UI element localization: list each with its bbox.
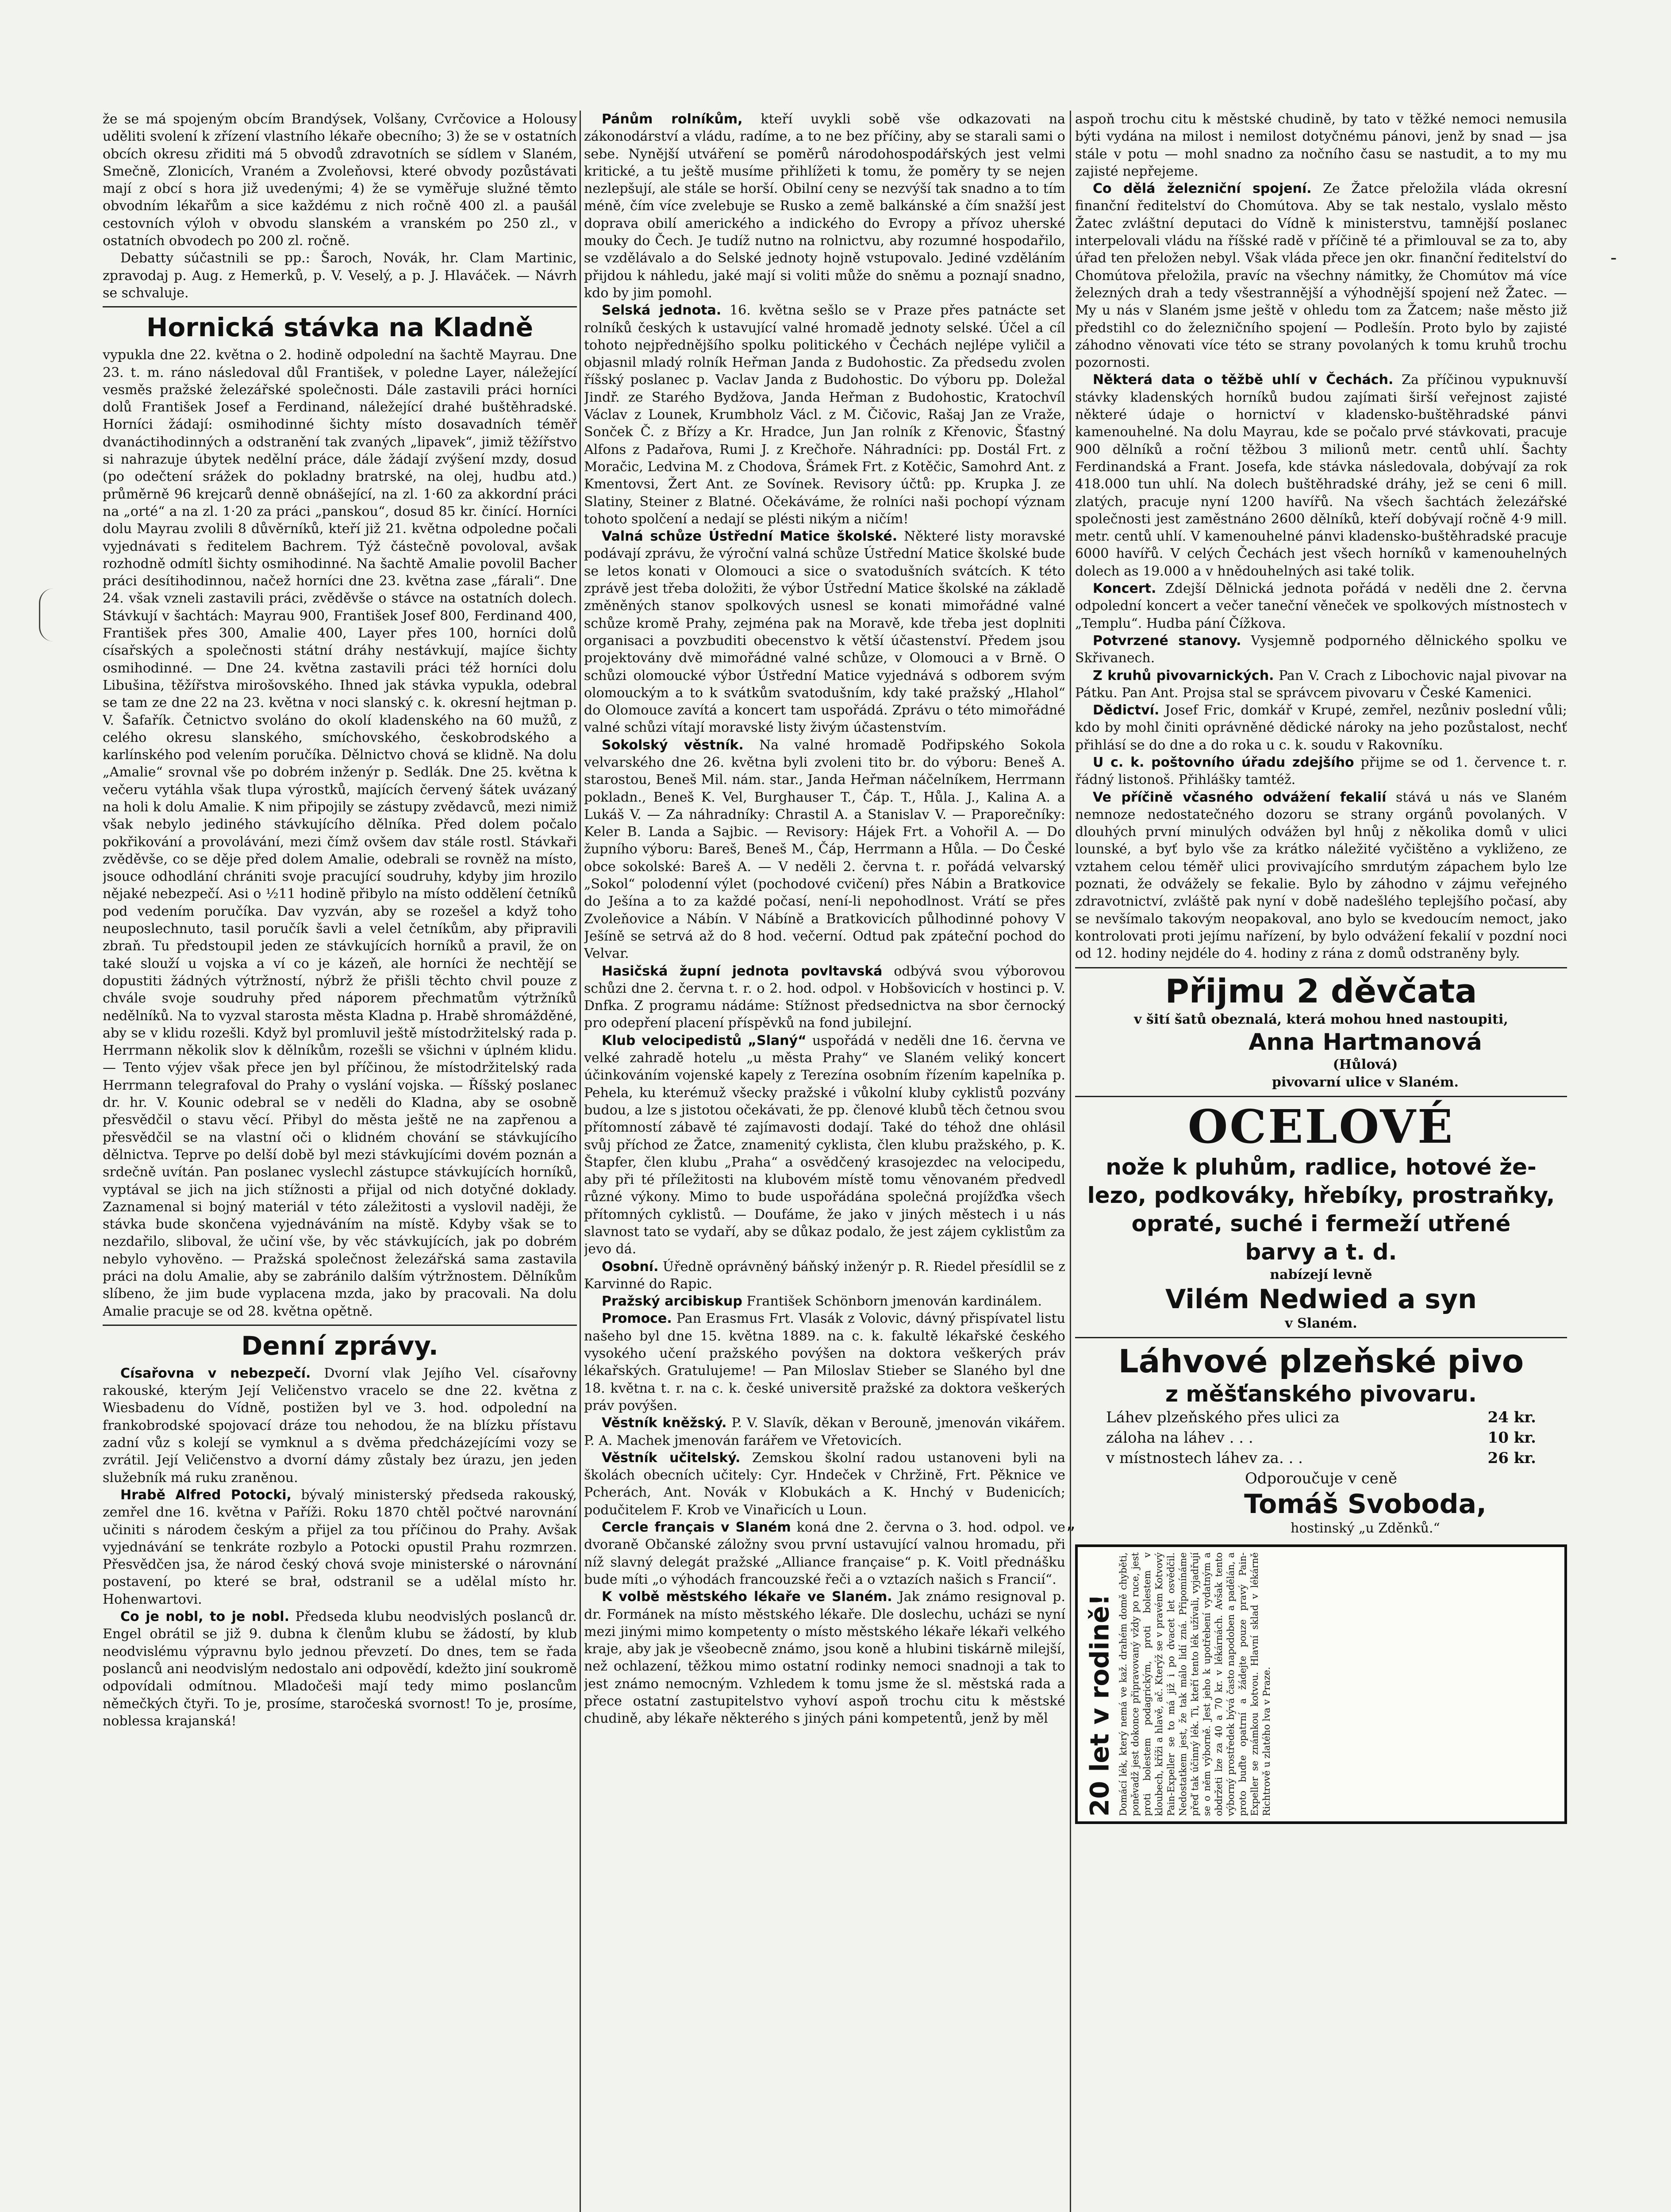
article-pivovar-text: Pan V. Crach z Libochovic najal pivovar na Pátku. Pan Ant. Projsa stal se správcem pivovaru v České Kamenici. bbox=[1075, 668, 1567, 701]
article-volba-lekare bbox=[584, 1588, 1065, 1727]
ad-seamstress-title: Přijmu 2 děvčata bbox=[1165, 972, 1477, 1010]
news-nobl-text: Předseda klubu neodvislých poslanců dr. Engel obrátil se již 9. dubna k členům klubu se žádostí, by klub neodvislému výpravnu bylo jednou převzetí. Do dnes, tem se řada poslanců ani neodvislým nedostalo ani odpovědí, kdežto jiní soukromě odpovídali odmítnou. Mladočeši mají tedy mimo poslancům němečkých čtyři. To je, prosíme, staročeská svornost! To je, prosíme, noblessa krajanská! bbox=[103, 1609, 577, 1729]
article-ucitelsky-head: Věstník učitelský. bbox=[602, 1450, 741, 1466]
article-osobni bbox=[584, 1258, 1065, 1293]
article-zeleznice-head: Co dělá železniční spojení. bbox=[1093, 181, 1312, 197]
ad-beer-row-2-label: v místnostech láhev za. . . bbox=[1106, 1449, 1303, 1467]
article-velocipedists-head: Klub velocipedistů „Slaný“ bbox=[602, 1033, 807, 1048]
article-dedictvi bbox=[1075, 702, 1567, 754]
article-hasici-head: Hasičská župní jednota povltavská bbox=[602, 963, 883, 979]
article-velocipedists-text: uspořádá v neděli dne 16. června ve velké zahradě hotelu „u města Prahy“ ve Slaném veliký koncert účinkováním vojenské kapely z Terezína osobním řízením kapelníka p. Pehela, ku kterémuž všecky pražské i vůkolní kluby cyklistů pozvány budou, a lze s jistotou očekávati, že pp. členové klubů těch četnou svou přítomností zábavě té zajímavosti dodají. Také do téhož dne ohlásil svůj příchod ze Žatce, znamenitý cyklista, člen klubu pražského, p. K. Štapfer, člen klubu „Praha“ a osvědčený krasojezdec na velocipedu, aby při té příležitosti na klubovém místě tomu věnovaném předvedl různé výkony. Mimo to bude uspořádána společná projížďka všech přítomných cyklistů. — Doufáme, že jako v jiných městech i u nás slavnost tato se vydaří, aby se důkaz podalo, že jest zájem cyklistům za jevo dá. bbox=[584, 1033, 1065, 1257]
margin-quote-mark: „ bbox=[1066, 1513, 1076, 1533]
margin-pencil-mark bbox=[39, 588, 54, 641]
article-fekalie-head: Ve příčině včasného odvážení fekalií bbox=[1093, 789, 1387, 805]
ad-steel-line-2: opraté, suché i fermeží utřené bbox=[1131, 1210, 1511, 1237]
column-1 bbox=[103, 111, 577, 2212]
article-hasici bbox=[584, 963, 1065, 1032]
ad-steel-title: OCELOVÉ bbox=[1187, 1099, 1455, 1154]
article-volba-lekare-head: K volbě městského lékaře ve Slaném. bbox=[602, 1589, 892, 1605]
article-osobni-text: Úředně oprávněný báňský inženýr p. R. Riedel přesídlil se z Karvinné do Rapic. bbox=[584, 1259, 1065, 1292]
article-matice-text: Některé listy moravské podávají zprávu, že výroční valná schůze Ústřední Matice školské bude se letos konati v Olomouci a sice o svatodušních svátcích. K této zprávě jest třeba doložiti, že výbor Ústřední Matice školské na základě změněných stanov spolkových usnesl se konati mimořádné valné schůze kromě Prahy, zejména pak na Moravě, kde třeba jest doplniti organisaci a povzbuditi obecenstvo k větší účastenství. Předem jsou projektovány dvě mimořádné valné schůze, v Olomouci a v Brně. O schůzi olomoucké výbor Ústřední Matice vyjednává s odborem svým olomouckým a to k svátkům svatodušním, kdy také pražský „Hlahol“ do Olomouce zavítá a koncert tam uspořádá. Zprávu o této mimořádné valné schůzi vítají moravské listy živým účastenstvím. bbox=[584, 529, 1065, 736]
article-selska-jednota-text: 16. května sešlo se v Praze přes patnácte set rolníků českých k ustavující valné hromadě jednoty selské. Účel a cíl tohoto nejpřednějšího spolku politického v Čechách nejlépe vyličil a objasnil mladý rolník Heřman Janda z Budohostic. Za předsedu zvolen říšský poslanec p. Vaclav Janda z Budohostic. Do výboru pp. Doležal Jindř. ze Starého Bydžova, Janda Heřman z Budohostic, Kratochvíl Václav z Lounek, Krumbholz Václ. z M. Čičovic, Rašaj Jan ze Vraže, Sonček Č. z Břízy a Kr. Hradce, Jun Jan rolník z Křenovic, Šťastný Alfons z Padařova, Rumi J. z Krečhoře. Náhradníci: pp. Dostál Frt. z Moračic, Ledvina M. z Chodova, Šrámek Frt. z Kotěčic, Samohrd Ant. z Kmentovsi, Žert Ant. ze Sovínek. Revisory účtů: pp. Krupka J. ze Slatiny, Steiner z Blatné. Očekáváme, že rolníci naši pochopí význam tohoto spolčení a nedají se plésti nikým a ničím! bbox=[584, 303, 1065, 527]
column-rule-2 bbox=[1070, 111, 1071, 2212]
news-potocki-head: Hrabě Alfred Potocki, bbox=[120, 1487, 292, 1503]
ad-steel-place: v Slaném. bbox=[1285, 1315, 1357, 1331]
article-promoce-text: Pan Erasmus Frt. Vlasák z Volovic, dávný přispívatel listu našeho byl dne 15. května 1889. na c. k. fakultě lékařské českého vysokého učení pražského povýšen na doktora veškerých práv lékařských. Gratulujeme! — Pan Miloslav Stieber se Slaného byl dne 18. května t. r. na c. k. české universitě pražské za doktora veškerých práv povýšen. bbox=[584, 1311, 1065, 1413]
article-fekalie bbox=[1075, 789, 1567, 963]
article-posta-text: přijme se od 1. července t. r. řádný listonoš. Přihlášky tamtéž. bbox=[1075, 754, 1567, 788]
article-arcibiskup bbox=[584, 1293, 1065, 1310]
article-stanovy-head: Potvrzené stanovy. bbox=[1093, 633, 1241, 649]
news-nobl bbox=[103, 1608, 577, 1730]
article-knezsky bbox=[584, 1414, 1065, 1449]
ad-seamstress-addr: pivovarní ulice v Slaném. bbox=[1271, 1074, 1459, 1090]
news-nobl-head: Co je nobl, to je nobl. bbox=[120, 1609, 289, 1625]
article-volba-lekare-text: Jak známo resignoval p. dr. Formánek na místo městského lékaře. Dle doslechu, ucházi se nyní mezi jinými mimo kompetenty o místo městského lékaře lékaři velkého kraje, aby jak je všeobecně známo, jsou koně a hlubini tiskárně milejší, než ochlazení, těžkou mimo ostatní rodinky nemoci snadnoji a tak to jest známo nemocným. Vzhledem k tomu jsme že sl. městská rada a přece ostatní zastupitelstvo vyhoví aspoň trochu citu k městské chudině, aby lékaře některého s jiných páni kompetentů, jenž by měl bbox=[584, 1589, 1065, 1727]
article-arcibiskup-text: František Schönborn jmenován kardinálem. bbox=[746, 1294, 1042, 1310]
daily-news-heading: Denní zprávy. bbox=[103, 1325, 577, 1361]
strike-article: vypukla dne 22. května o 2. hodině odpolední na šachtě Mayrau. Dne 23. t. m. ráno následoval důl František, v poledne Layer, náležející vesměs pražské železářské společnosti. Dále zastavili práci horníci dolů František Josef a Ferdinand, náležející drahé buštěhradské. Horníci žádají: osmihodinné šichty místo dosavadních téměř dvanáctihodinných a odstranění tak zvaných „lipavek“, jimiž těžířstvo si nahrazuje úbytek nedělní práce, dále žádají zvýšení mzdy, dosud (po odečtení srážek do pokladny bratrské, na olej, hudbu atd.) průměrně 96 krejcarů denně obnášející, na zl. 1·60 za akkordní práci na „orté“ a na zl. 1·20 za práci „panskou“, dosud 85 kr. činící. Horníci dolu Mayrau zvolili 8 důvěrníků, kteří již 21. května odpoledne počali vyjednávati s ředitelem Bachrem. Týž částečně povoloval, avšak rozhodně odmítl šichty osmihodinné. Na šachtě Amalie povolil Bacher práci desítihodinnou, načež horníci dne 23. května zase „fárali“. Dne 24. však vzneli zastavili práci, zvěděvše o stávce na ostatních dolech. Stávkují v šachtách: Mayrau 900, František Josef 800, Ferdinand 400, František přes 300, Amalie 400, Layer přes 100, horníci dolů císařských a společnosti státní dráhy nestávkují, majíce šichty osmihodinné. — Dne 24. května zastavili práci též horníci dolu Libušina, těžířstva mirošovského. Ihned jak stávka vypukla, odebral se tam ze dne 22 na 23. května v noci slanský c. k. okresní hejtman p. V. Šafařík. Četnictvo svoláno do okolí kladenského na 60 mužů, z celého okresu slanského, smíchovského, českobrodského a karlínského pod velením poručíka. Dělnictvo chová se klidně. Na dolu „Amalie“ srovnal vše po dobrém inženýr p. Sedlák. Dne 25. května k večeru vytáhla však tlupa výrostků, majících červený šátek uvázaný na holi k dolu Amalie. K nim připojily se zástupy zvědavců, mezi nimiž však nebylo jediného stávkujícího dělníka. Před dolem počalo pokřikování a provolávání, mezi čímž ovšem dav stále rostl. Stávkaři zvěděvše, co se děje před dolem Amalie, odebrali se rovněž na místo, jsouce odhodlání chrániti svoje pracující soudruhy, kdyby jim hrozilo nějaké nebezpečí. Asi o ½11 hodině přibylo na místo oddělení četníků pod vedením poručíka. Dav vyzván, aby se rozešel a když toho neuposlechnuto, tasil poručík šavli a velel četníkům, aby připravili zbraň. Tu předstoupil jeden ze stávkujících horníků a pravil, že on také slouží u vojska a ví co je kázeň, ale horníci že nechtějí se dopustiti žádných výtržností, nýbrž že přišli těchto chvil pouze z chvále svoje soudruhy před náporem přechmatům výtržníků nedělníků. Na to vyzval starosta města Kladna p. Hrabě shromážděné, aby se v klidu rozešli. Když byl promluvil ještě místodržitelský rada p. Herrmann několik slov k dělníkům, rozešli se všichni v úplném klidu. — Tento výjev však přece jen byl příčinou, že místodržitelský rada Herrmann telegrafoval do Prahy o vyslání vojska. — Říšský poslanec dr. hr. V. Kounic odebral se v neděli do Kladna, aby se osobně přesvědčil o stavu věcí. Přibyl do města ještě ne na zapřenou a přesvědčil se na vlastní oči o klidném chování se stávkujícího dělnictva. Teprve po delší době byl mezi stávkujícími dovém poznán a srdečně uvítán. Pan poslanec vyslechl zástupce stávkujících horníků, vyptával se jich na jich stížnosti a přijal od nich dotyčné doklady. Zaznamenal si bojný materiál v této záležitosti a vyslovil naději, že stávka bude skončena vyjednáváním na místě. Kdyby však se to nezdařilo, sliboval, že učiní vše, by věc stávkujících, jak po dobrém nebylo vyhověno. — Pražská společnost železářská sama zastavila práci na dolu Amalie, aby se zabránilo dalším výtržnostem. Dělníkům slíbeno, že jim bude vyplacena mzda, jako by pracovali. Na dolu Amalie pracuje se od 28. května opětně. bbox=[103, 347, 577, 1319]
article-tezba-text: Za příčinou vypuknuvší stávky kladenských horníků budou zajímati širší veřejnost zajisté některé údaje o hornictví v kladensko-buštěhradské pánvi kamenouhelné. Na dolu Mayrau, kde se počalo prvé stávkovati, pracuje 900 dělníků a roční těžbou 3 milionů metr. centů uhlí. Šachty Ferdinandská a Frant. Josefa, kde stávka následovala, dobývají za rok 418.000 tun uhlí. Na dolech buštěhradské dráhy, jež se ceni 6 mill. zlatých, pracuje nyní 1200 havířů. Na všech šachtách železářské společnosti jest zaměstnáno 2600 dělníků, kteří dobývají ročně 4·9 mill. metr. centů uhlí. V kamenouhelné pánvi kladensko-buštěhradské pracuje 6000 havířů. V celých Čechách jest všech horníků v kamenouhelných dolech as 19.000 a v hnědouhelných asi také tolik. bbox=[1075, 372, 1567, 579]
article-dedictvi-head: Dědictví. bbox=[1093, 703, 1160, 718]
ad-beer-sub: z měšťanského pivovaru. bbox=[1165, 1381, 1477, 1407]
strike-heading: Hornická stávka na Kladně bbox=[103, 306, 577, 343]
article-tezba-head: Některá data o těžbě uhlí v Čechách. bbox=[1093, 372, 1394, 388]
article-farmers bbox=[584, 111, 1065, 302]
article-koncert-head: Koncert. bbox=[1093, 581, 1156, 597]
article-pivovar bbox=[1075, 667, 1567, 702]
news-potocki bbox=[103, 1486, 577, 1608]
article-farmers-head: Pánům rolníkům, bbox=[602, 111, 743, 127]
article-tezba bbox=[1075, 371, 1567, 580]
article-knezsky-text: P. V. Slavík, děkan v Berouně, jmenován vikářem. P. A. Machek jmenován farářem ve Vřetovicích. bbox=[584, 1415, 1065, 1448]
ad-beer bbox=[1075, 1337, 1567, 1537]
ad-steel bbox=[1075, 1096, 1567, 1333]
article-farmers-text: kteří uvykli sobě vše odkazovati na zákonodárství a vládu, radíme, a to ne bez příčiny, aby se starali sami o sebe. Nynější utváření se poměrů národohospodářských jest velmi kritické, a tu ještě musíme přihlížeti k tomu, že poměry ty se nejen nezlepšují, ale stále se horší. Obilní ceny se nezvýší tak snadno a to tím méně, čím více zvelebuje se Rusko a země balkánské a čím snažší jest doprava obilí amerického a indického do Evropy a přívoz uherské mouky do Čech. Je tudíž nutno na rolnictvu, aby rozumné hospodařilo, se vzdělávalo a do Selské jednoty hojně vstupovalo. Jediné vzděláním přijdou k náhledu, jaké mají si voliti může do sněmu a poznají snadno, kdo by jim pomohl. bbox=[584, 111, 1065, 301]
article-posta bbox=[1075, 754, 1567, 789]
ad-beer-recommend: Odporoučuje v ceně bbox=[1245, 1469, 1398, 1487]
article-fekalie-text: stává u nás ve Slaném nemnoze nedostatečného dozoru se strany orgánů povolaných. V dlouhých první minulých odvážen byl hnůj z několika domů v ulici lounské, a byť bylo vše za krátko náležité vyčištěno a vykliženo, ze vztahem celou téměř ulici provivajícího smrdutým zápachem bylo lze poznati, že odvážely se fekalie. Bylo by záhodno v zájmu veřejného zdravotnictví, zvláště pak nyní v době nadešlého teplejšího počasí, aby se nevšímalo takovým neopakoval, ano bylo se kvedoucím nemoct, jako kontrolovati proti jejímu nařízení, by bylo odvážení fekalií v pozdní noci od 12. hodiny nejdéle do 4. hodiny z rána z domů odstraněny byly. bbox=[1075, 789, 1567, 962]
article-stanovy bbox=[1075, 632, 1567, 667]
article-sokol-text: Na valné hromadě Podřipského Sokola velvarského dne 26. května byli zvoleni tito br. do výboru: Beneš A. starostou, Beneš Mil. nám. star., Janda Heřman náčelníkem, Herrmann pokladn., Beneš K. Vel, Burghauser T., Čáp. T., Hůla. J., Kalina A. a Lukáš V. — Za náhradníky: Chrastil A. a Stanislav V. — Praporečníky: Keler B. Landa a Sajbic. — Revisory: Hájek Frt. a Vohořil A. — Do župního výboru: Bareš, Beneš M., Čáp, Herrmann a Hůla. — Do České obce sokolské: Bareš A. — V neděli 2. června t. r. pořádá velvarský „Sokol“ polodenní výlet (pochodové cvičení) přes Nábin a Bratkovice do Ješína a to za každé počasí, není-li nepohodlnost. Vrátí se přes Zvoleňovice a Nábín. V Nábíně a Bratkovicích půlhodinné pohovy V Ješíně se setrvá až do 8 hod. večerní. Odtud pak zpáteční pochod do Velvar. bbox=[584, 737, 1065, 962]
article-cercle-text: koná dne 2. června o 3. hod. odpol. ve dvoraně Občanské záložny svou první ustavující valnou hromadu, při níž slavný delegát pražské „Alliance française“ p. K. Voitl přednášku bude míti „o výhodách francouzské řeči a o vztazích našich s Francií“. bbox=[584, 1520, 1065, 1587]
continuation-paragraph: aspoň trochu citu k městské chudině, by tato v těžké nemoci nemusila býti vydána na milost i nemilost dotyčnému pánovi, jenž by snad — jsa stále v potu — mohl snadno za nočního času se nastudit, a to my mu zajisté nepřejeme. bbox=[1075, 111, 1567, 179]
article-zeleznice bbox=[1075, 180, 1567, 371]
article-osobni-head: Osobní. bbox=[602, 1259, 659, 1275]
ad-seamstress-line: v šití šatů obeznalá, která mohou hned nastoupiti, bbox=[1134, 1011, 1508, 1027]
article-arcibiskup-head: Pražský arcibiskup bbox=[602, 1294, 742, 1310]
article-zeleznice-text: Ze Žatce přeložila vláda okresní finanční ředitelství do Chomútova. Aby se tak nestalo, vyslalo město Žatec zvláštní deputaci do Vídně k ministerstvu, tamnější poslanec interpelovali vládu na říšské radě v příčině té a přimlouval se za to, aby úřad ten přeložen nebyl. Však vláda přece jen okr. finanční ředitelství do Chomútova přeložila, pravíc na všechny námitky, že Chomútov má více železných drah a tedy všestrannější a výhodnější spojení než Žatec. — My u nás v Slaném jsme ještě v ohledu tom za Žatcem; naše město již předstihl co do železničního spojení — Podlešín. Proto bylo by zajisté záhodno věnovati více této se strany povolaných k tomu kruhů trochu pozornosti. bbox=[1075, 181, 1567, 371]
ad-beer-title: Láhvové plzeňské pivo bbox=[1118, 1342, 1524, 1380]
article-sokol bbox=[584, 737, 1065, 963]
intro-paragraph: že se má spojeným obcím Brandýsek, Volšany, Cvrčovice a Holousy uděliti svolení k zřízení vlastního lékaře obecního; 3) že se v ostatních obcích okresu zřiditi má 5 obvodů zdravotních se sídlem v Slaném, Smečně, Zlonicích, Vraném a Zvoleňovsi, které obvody pozůstávati mají z obcí s hora již uvedenými; 4) že se vyměřuje služné těmto obvodním lékařům a sice každému z nich ročně 400 zl. a paušál cestovních výloh v obvodu slanském a vranském po 250 zl., v ostatních obvodech po 200 zl. ročně. bbox=[103, 111, 577, 249]
article-pivovar-head: Z kruhů pivovarnických. bbox=[1093, 668, 1274, 684]
column-rule-1 bbox=[580, 111, 581, 2212]
ad-seamstress-sub: (Hůlová) bbox=[1333, 1056, 1398, 1072]
ad-beer-name: Tomáš Svoboda, bbox=[1244, 1488, 1487, 1520]
article-velocipedists bbox=[584, 1032, 1065, 1258]
article-hasici-text: odbývá svou výborovou schůzi dne 2. června t. r. o 2. hod. odpol. v Hobšovicích v hostinci p. V. Dnfka. Z programu nádáme: Stížnost předsednictva na sbor černocký pro odepření placení příspěvků na fond jubilejní. bbox=[584, 963, 1065, 1031]
ad-steel-firm: Vilém Nedwied a syn bbox=[1165, 1283, 1477, 1315]
ad-seamstress bbox=[1075, 967, 1567, 1091]
article-koncert-text: Zdejší Dělnická jednota pořádá v neděli dne 2. června odpolední koncert a večer taneční věneček ve spolkových místnostech v „Templu“. Hudba pání Čížkova. bbox=[1075, 581, 1567, 631]
ad-beer-row-2 bbox=[1075, 1448, 1567, 1468]
article-matice-head: Valná schůze Ústřední Matice školské. bbox=[602, 529, 898, 545]
ad-pain-expeller-vertical: 20 let v rodině! bbox=[1084, 1594, 1115, 1817]
debate-paragraph: Debatty súčastnili se pp.: Šaroch, Novák, hr. Clam Martinic, zpravodaj p. Aug. z Hemerků, p. V. Veselý, a p. J. Hlaváček. — Návrh se schvaluje. bbox=[103, 250, 577, 301]
ad-beer-row-1 bbox=[1075, 1428, 1567, 1448]
ad-steel-offer: nabízejí levně bbox=[1270, 1267, 1372, 1283]
ad-steel-line-0: nože k pluhům, radlice, hotové že- bbox=[1106, 1154, 1537, 1180]
article-promoce-head: Promoce. bbox=[602, 1311, 672, 1327]
ad-beer-row-1-label: záloha na láhev . . . bbox=[1106, 1429, 1253, 1447]
news-empress-head: Císařovna v nebezpečí. bbox=[120, 1365, 311, 1381]
article-ucitelsky bbox=[584, 1449, 1065, 1519]
article-matice bbox=[584, 528, 1065, 737]
article-dedictvi-text: Josef Fric, domkář v Krupé, zemřel, nezůniv poslední vůli; kdo by mohl činiti oprávněné dědické nároky na jeho pozůstalost, nechť přihlásí se do dne a do roka u c. k. soudu v Rakovníku. bbox=[1075, 703, 1567, 753]
ad-beer-sub2: hostinský „u Zděnků.“ bbox=[1291, 1520, 1440, 1536]
column-3 bbox=[1075, 111, 1567, 2212]
news-empress-text: Dvorní vlak Jejího Vel. císařovny rakouské, kterým Její Veličenstvo vracelo se dne 22. května z Wiesbadenu do Vídně, postižen byl ve 3. hod. odpolední na frankobrodské spojovací dráze tou nehodou, že na blízku přístavu zadní vůz s kolejí se vymknul a s dvěma předcházejícími vozy se zvrátil. Její Veličenstvo a dvorní dámy zůstaly bez úrazu, jen jeden služebník má ruku zraněnou. bbox=[103, 1365, 577, 1486]
ad-pain-expeller bbox=[1075, 1544, 1567, 1824]
ad-steel-line-3: barvy a t. d. bbox=[1245, 1239, 1397, 1265]
article-sokol-head: Sokolský věstník. bbox=[602, 737, 744, 753]
news-empress bbox=[103, 1365, 577, 1486]
article-selska-jednota bbox=[584, 302, 1065, 528]
news-potocki-text: bývalý ministerský předseda rakouský, zemřel dne 16. května v Paříži. Roku 1870 chtěl počtvé narovnání učiniti s národem českým a přijel za tou příčinou do Prahy. Avšak vyjednávání se tenkráte rozbylo a Potocki opustil Prahu rozmrzen. Přesvědčen jsa, že národ český chová svoje ministerské o nárovnání postavení, po které se brał, odstranil se a udělal místo hr. Hohenwartovi. bbox=[103, 1487, 577, 1607]
margin-dash-mark: - bbox=[1610, 248, 1617, 268]
ad-beer-row-2-price: 26 kr. bbox=[1487, 1449, 1536, 1467]
article-ucitelsky-text: Zemskou školní radou ustanoveni byli na školách obecních učitely: Cyr. Hndeček v Chržině, Frt. Pěknice ve Pcherách, Ant. Novák v Klobukách a K. Hnchý v Budenicích; podučitelem F. Krob ve Vinařicích u Loun. bbox=[584, 1450, 1065, 1518]
ad-beer-row-1-price: 10 kr. bbox=[1487, 1429, 1536, 1447]
ad-beer-row-0-label: Láhev plzeňského přes ulici za bbox=[1106, 1408, 1340, 1426]
article-cercle-head: Cercle français v Slaném bbox=[602, 1520, 791, 1536]
article-knezsky-head: Věstník kněžský. bbox=[602, 1415, 727, 1431]
article-koncert bbox=[1075, 580, 1567, 632]
ad-steel-line-1: lezo, podkováky, hřebíky, prostraňky, bbox=[1087, 1182, 1555, 1208]
article-promoce bbox=[584, 1310, 1065, 1414]
ad-beer-row-0-price: 24 kr. bbox=[1487, 1408, 1536, 1426]
ad-seamstress-name: Anna Hartmanová bbox=[1248, 1029, 1482, 1056]
ad-pain-expeller-text: Domácí lék, který nemá ve kaž. drahém domě chyběti, poněvadž jest dokonce připravovaný vždy po ruce, jest proti bolestem podagrickým, proti bolestem v kloubech, kříži a hlavě, ač. Kterýž se v pravém Kotvový Pain-Expeller se to má již i po dvacet let osvědčil. Nedostatkem jest, že tak málo lidí zná. Připomínáme přeď tak účinný lék. Ti, kteří tento lék užívali, vyjadřují se o něm výborně. Jest jeho k upotřebení vydatným a obdržeti lze za 40 a 70 kr. v lékárnách. Avšak tento výborný prostředek bývá často napodoben a padělán, a proto buďte opatrní a žádejte pouze pravý Pain-Expeller se známkou kotvou. Hlavní sklad v lékárně Richtrově u zlatého lva v Praze. bbox=[1118, 1552, 1272, 1816]
article-cercle bbox=[584, 1519, 1065, 1588]
article-stanovy-text: Vysjemně podporného dělnického spolku ve Skřivanech. bbox=[1075, 633, 1567, 666]
column-2 bbox=[584, 111, 1065, 2212]
ad-beer-row-0 bbox=[1075, 1407, 1567, 1428]
article-posta-head: U c. k. poštovního úřadu zdejšího bbox=[1093, 754, 1354, 770]
article-selska-jednota-head: Selská jednota. bbox=[602, 303, 722, 319]
